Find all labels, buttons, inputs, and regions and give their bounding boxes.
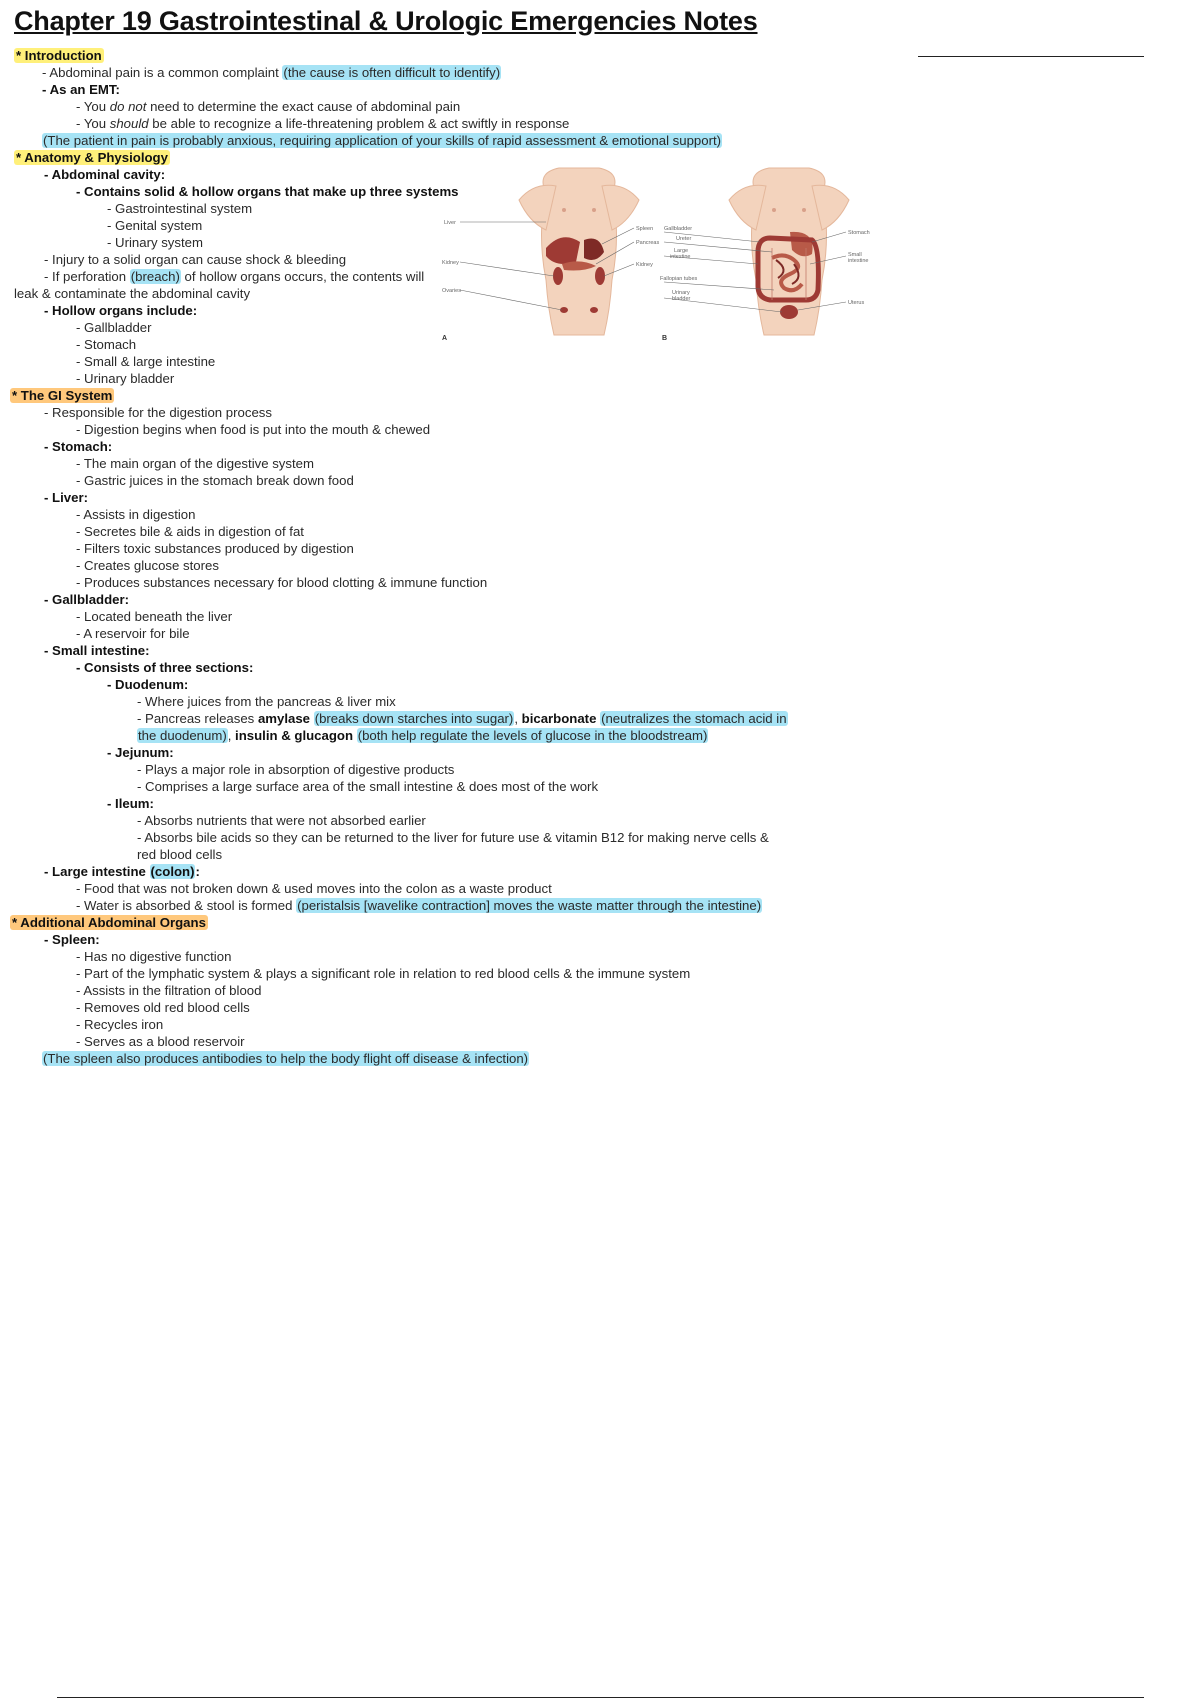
note-subheading: - Spleen: [44,932,100,947]
note-line: - Produces substances necessary for blood clotting & immune function [76,575,488,590]
note-line: - Removes old red blood cells [76,1000,250,1015]
highlight: (The spleen also produces antibodies to help the body flight off disease & infection) [43,1051,529,1066]
svg-text:Large: Large [674,248,689,254]
highlight: (the cause is often difficult to identify) [283,65,501,80]
highlight: (both help regulate the levels of glucose in the bloodstream) [357,728,708,743]
note-subheading: - Duodenum: [107,677,189,692]
torso-panel-a [442,168,659,342]
highlight: (colon) [150,864,195,879]
note-line [42,133,722,149]
svg-text:Liver: Liver [444,220,456,226]
heading-highlight: * Introduction [16,48,102,63]
svg-text:Ovaries: Ovaries [442,288,461,294]
note-line: - Creates glucose stores [76,558,219,573]
note-line: - Gastric juices in the stomach break down food [76,473,354,488]
note-line: - Recycles iron [76,1017,164,1032]
note-line: - Comprises a large surface area of the small intestine & does most of the work [137,779,599,794]
note-line: - Urinary system [107,235,203,250]
note-line: - Gastrointestinal system [107,201,253,216]
note-line: - Gallbladder [76,320,152,335]
note-line: - Water is absorbed & stool is formed (peristalsis [wavelike contraction] moves the waste matter through the intestine) [76,898,762,913]
note-line: - Assists in the filtration of blood [76,983,262,998]
note-line: - Secretes bile & aids in digestion of fat [76,524,304,539]
note-line [42,1051,529,1067]
abdominal-organs-illustration [442,160,904,360]
note-subheading: - Abdominal cavity: [44,167,166,182]
note-line: - Responsible for the digestion process [44,405,272,420]
note-line: the duodenum), insulin & glucagon (both help regulate the levels of glucose in the bloodstream) [138,728,708,743]
section-heading-additional-organs [10,915,208,931]
footer-divider [57,1697,1144,1698]
svg-text:intestine: intestine [848,258,869,264]
abdominal-organs-figure [442,160,904,360]
note-line: - Absorbs bile acids so they can be returned to the liver for future use & vitamin B12 for making nerve cells & [137,830,769,845]
heading-highlight: * Additional Abdominal Organs [12,915,206,930]
note-subheading: - Hollow organs include: [44,303,198,318]
note-subheading: - Consists of three sections: [76,660,254,675]
note-line: leak & contaminate the abdominal cavity [14,286,251,301]
torso-panel-b [660,168,870,342]
heading-highlight: * Anatomy & Physiology [16,150,168,165]
note-line: - Abdominal pain is a common complaint (the cause is often difficult to identify) [42,65,501,80]
note-line: red blood cells [137,847,223,862]
note-line: - Absorbs nutrients that were not absorbed earlier [137,813,426,828]
svg-text:Kidney: Kidney [636,262,653,268]
note-line: - Stomach [76,337,137,352]
note-line: - If perforation (breach) of hollow organs occurs, the contents will [44,269,425,284]
svg-text:intestine: intestine [670,254,691,260]
svg-text:Stomach: Stomach [848,230,870,236]
svg-text:Uterus: Uterus [848,300,865,306]
svg-text:A: A [442,335,448,342]
highlight: the duodenum) [138,728,227,743]
note-line: - Small & large intestine [76,354,216,369]
highlight: (neutralizes the stomach acid in [601,711,787,726]
note-line: - You should be able to recognize a life-threatening problem & act swiftly in response [76,116,570,131]
svg-text:Fallopian tubes: Fallopian tubes [660,276,698,282]
svg-text:Kidney: Kidney [442,260,459,266]
svg-text:Urinary: Urinary [672,290,690,296]
note-line: - You do not need to determine the exact cause of abdominal pain [76,99,461,114]
section-heading-gi-system [10,388,114,404]
note-subheading: - Contains solid & hollow organs that make up three systems [76,184,459,199]
note-line: - Pancreas releases amylase (breaks down starches into sugar), bicarbonate (neutralizes the stomach acid in [137,711,787,726]
note-line: - Injury to a solid organ can cause shock & bleeding [44,252,347,267]
highlight: (breach) [130,269,180,284]
note-line: - Has no digestive function [76,949,232,964]
highlight: (breaks down starches into sugar) [314,711,514,726]
note-line: - Serves as a blood reservoir [76,1034,245,1049]
note-subheading: - Ileum: [107,796,154,811]
heading-highlight: * The GI System [12,388,113,403]
highlight: (peristalsis [wavelike contraction] moves the waste matter through the intestine) [297,898,762,913]
svg-text:bladder: bladder [672,296,691,302]
note-line: - Where juices from the pancreas & liver mix [137,694,396,709]
note-subheading: - Small intestine: [44,643,150,658]
svg-text:Small: Small [848,252,862,258]
page-title: Chapter 19 Gastrointestinal & Urologic Emergencies Notes [14,6,758,36]
svg-text:Ureter: Ureter [676,236,692,242]
section-heading-introduction [14,48,104,64]
svg-text:Spleen: Spleen [636,226,654,232]
note-line: - Located beneath the liver [76,609,233,624]
note-line: - Part of the lymphatic system & plays a significant role in relation to red blood cells & the immune system [76,966,691,981]
note-line: - Digestion begins when food is put into the mouth & chewed [76,422,431,437]
note-subheading: - Gallbladder: [44,592,129,607]
note-line: - Filters toxic substances produced by digestion [76,541,354,556]
note-line: - Genital system [107,218,203,233]
svg-text:Gallbladder: Gallbladder [664,226,693,232]
note-line: - Assists in digestion [76,507,196,522]
svg-text:B: B [662,335,668,342]
note-subheading: - Stomach: [44,439,113,454]
note-subheading: - Jejunum: [107,745,174,760]
note-subheading: - Liver: [44,490,88,505]
highlight: (The patient in pain is probably anxious, requiring application of your skills of rapid assessment & emotional support) [43,133,722,148]
section-heading-anatomy [14,150,170,166]
note-line: - The main organ of the digestive system [76,456,314,471]
svg-text:Pancreas: Pancreas [636,240,660,246]
note-line: - Plays a major role in absorption of digestive products [137,762,455,777]
header-divider [918,56,1144,57]
note-line: - Urinary bladder [76,371,175,386]
note-subheading: - As an EMT: [42,82,120,97]
note-subheading: - Large intestine (colon): [44,864,200,879]
note-line: - A reservoir for bile [76,626,190,641]
note-line: - Food that was not broken down & used moves into the colon as a waste product [76,881,552,896]
